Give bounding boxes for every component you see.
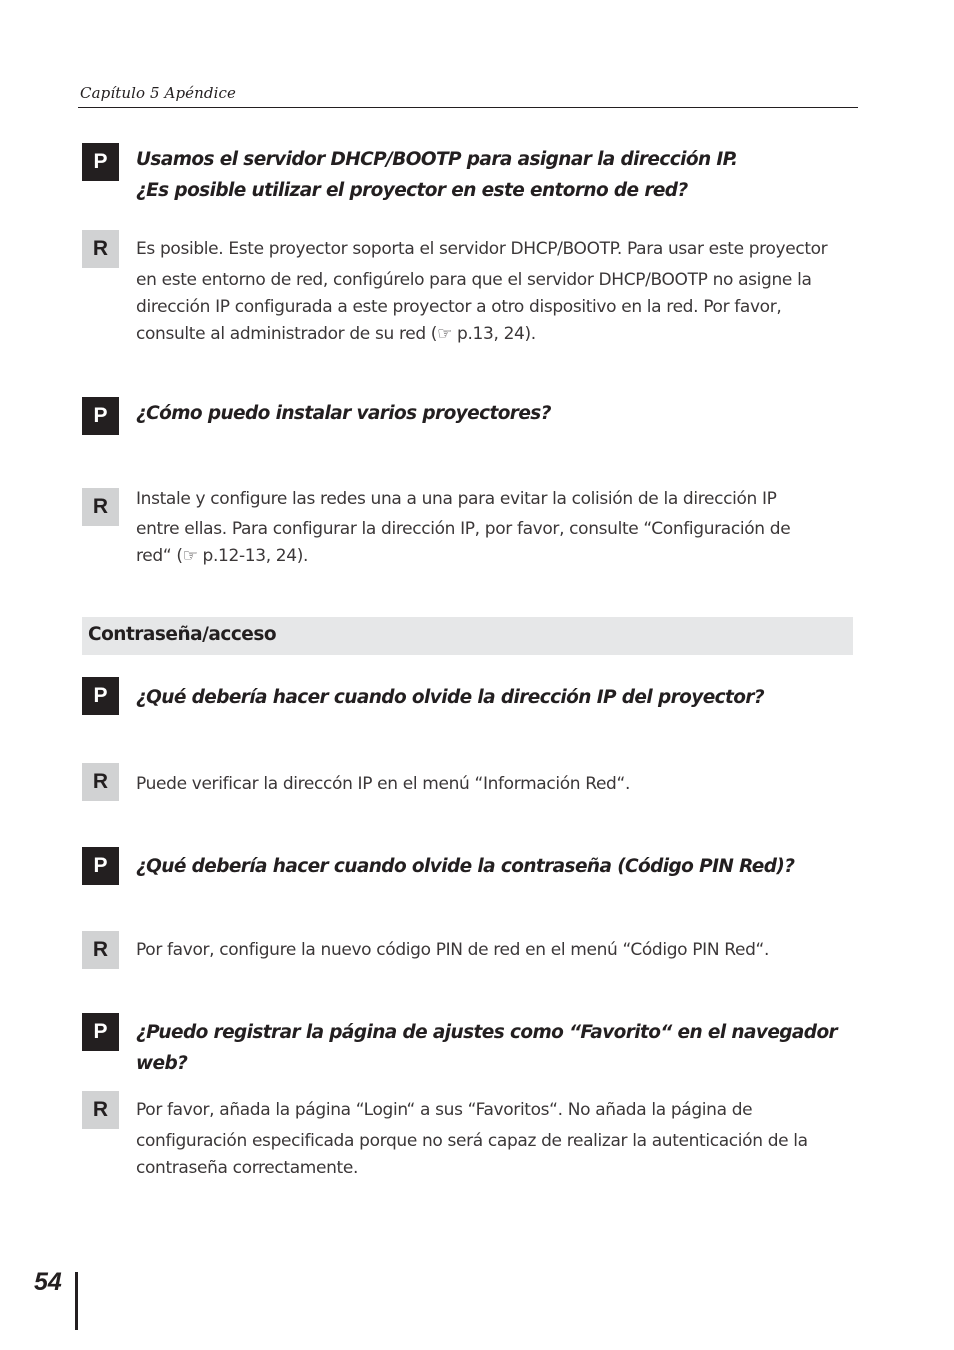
question-badge: P (82, 1013, 119, 1051)
section-header (82, 617, 853, 655)
page-number: 54 (34, 1268, 62, 1296)
question-badge: P (82, 847, 119, 885)
header-rule (78, 107, 858, 108)
answer-line: Por favor, configure la nuevo código PIN de red en el menú “Código PIN Red“. (136, 940, 770, 960)
answer-text (136, 771, 858, 798)
answer-text (136, 236, 858, 348)
question-badge: P (82, 143, 119, 181)
answer-line: Puede verificar la direccón IP en el menú “Información Red“. (136, 774, 631, 794)
question-line: ¿Puedo registrar la página de ajustes como “Favorito“ en el navegador (136, 1022, 838, 1043)
section-title: Contraseña/acceso (88, 624, 277, 645)
question-text (136, 851, 856, 882)
question-line: ¿Qué debería hacer cuando olvide la contraseña (Código PIN Red)? (136, 856, 795, 877)
answer-text (136, 1097, 858, 1182)
answer-text (136, 486, 858, 570)
question-line: ¿Es posible utilizar el proyector en este entorno de red? (136, 180, 688, 201)
answer-line: Es posible. Este proyector soporta el servidor DHCP/BOOTP. Para usar este proyector (136, 239, 828, 259)
answer-text (136, 937, 858, 964)
page-number-bar (75, 1272, 78, 1330)
answer-line: en este entorno de red, configúrelo para que el servidor DHCP/BOOTP no asigne la (136, 270, 812, 290)
answer-line: consulte al administrador de su red (☞ p.13, 24). (136, 324, 536, 344)
answer-line: contraseña correctamente. (136, 1158, 359, 1178)
answer-line: Instale y configure las redes una a una para evitar la colisión de la dirección IP (136, 489, 777, 509)
chapter-header: Capítulo 5 Apéndice (80, 84, 236, 102)
answer-badge: R (82, 1091, 119, 1129)
answer-badge: R (82, 488, 119, 526)
answer-line: configuración especificada porque no será capaz de realizar la autenticación de la (136, 1131, 808, 1151)
question-line: web? (136, 1053, 188, 1074)
question-text (136, 682, 856, 713)
question-badge: P (82, 397, 119, 435)
question-line: ¿Qué debería hacer cuando olvide la dirección IP del proyector? (136, 687, 765, 708)
question-badge: P (82, 677, 119, 715)
answer-badge: R (82, 931, 119, 969)
answer-badge: R (82, 230, 119, 268)
question-text (136, 398, 856, 429)
answer-line: Por favor, añada la página “Login“ a sus “Favoritos“. No añada la página de (136, 1100, 753, 1120)
answer-badge: R (82, 763, 119, 801)
question-text (136, 1017, 856, 1079)
question-line: Usamos el servidor DHCP/BOOTP para asignar la dirección IP. (136, 149, 738, 170)
answer-line: entre ellas. Para configurar la dirección IP, por favor, consulte “Configuración de (136, 519, 791, 539)
answer-line: dirección IP configurada a este proyector a otro dispositivo en la red. Por favor, (136, 297, 782, 317)
question-text (136, 144, 856, 206)
question-line: ¿Cómo puedo instalar varios proyectores? (136, 403, 551, 424)
answer-line: red“ (☞ p.12-13, 24). (136, 546, 309, 566)
